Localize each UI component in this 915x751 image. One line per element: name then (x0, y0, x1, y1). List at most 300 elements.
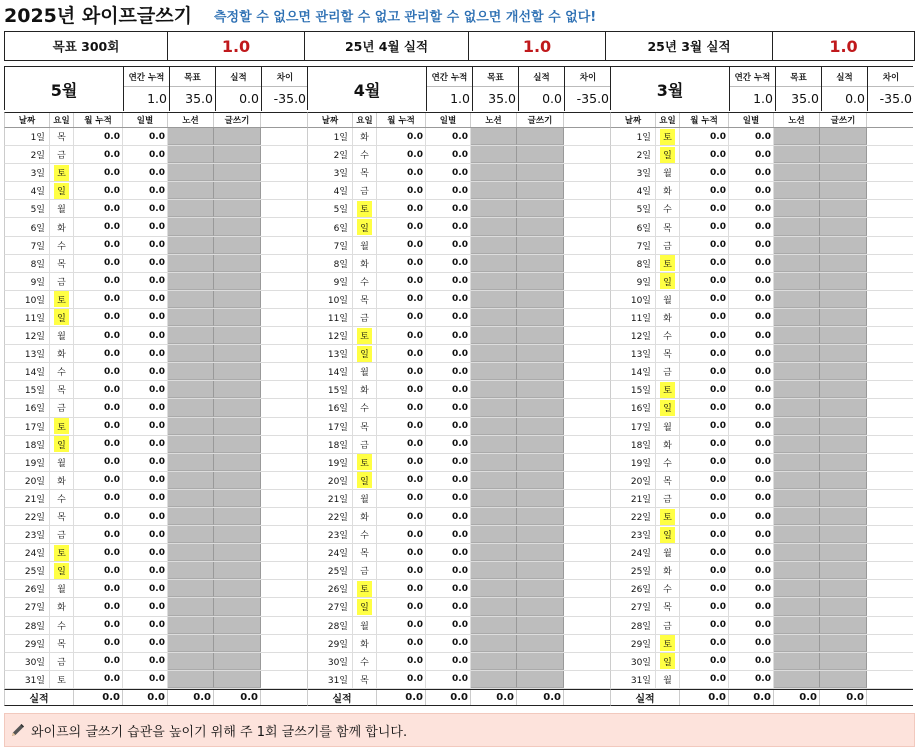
writing-cell[interactable] (214, 164, 261, 181)
writing-cell[interactable] (214, 617, 261, 634)
daily-cell[interactable]: 0.0 (729, 454, 774, 471)
month-cum-cell[interactable]: 0.0 (74, 146, 123, 163)
daily-cell[interactable]: 0.0 (123, 544, 168, 561)
writing-cell[interactable] (214, 237, 261, 254)
notion-cell[interactable] (774, 508, 820, 525)
notion-cell[interactable] (774, 436, 820, 453)
notion-cell[interactable] (774, 309, 820, 326)
writing-cell[interactable] (820, 128, 867, 145)
writing-cell[interactable] (214, 363, 261, 380)
daily-cell[interactable]: 0.0 (426, 490, 471, 507)
daily-cell[interactable]: 0.0 (123, 526, 168, 543)
notion-cell[interactable] (471, 146, 517, 163)
month-cum-cell[interactable]: 0.0 (74, 472, 123, 489)
daily-cell[interactable]: 0.0 (426, 399, 471, 416)
notion-cell[interactable] (471, 399, 517, 416)
notion-cell[interactable] (168, 580, 214, 597)
daily-cell[interactable]: 0.0 (426, 381, 471, 398)
daily-cell[interactable]: 0.0 (729, 309, 774, 326)
month-cum-cell[interactable]: 0.0 (377, 508, 426, 525)
notion-cell[interactable] (471, 363, 517, 380)
daily-cell[interactable]: 0.0 (426, 146, 471, 163)
writing-cell[interactable] (517, 381, 564, 398)
daily-cell[interactable]: 0.0 (123, 653, 168, 670)
daily-cell[interactable]: 0.0 (729, 363, 774, 380)
notion-cell[interactable] (168, 291, 214, 308)
notion-cell[interactable] (168, 526, 214, 543)
month-cum-cell[interactable]: 0.0 (74, 454, 123, 471)
month-cum-cell[interactable]: 0.0 (680, 218, 729, 235)
month-cum-cell[interactable]: 0.0 (377, 598, 426, 615)
notion-cell[interactable] (168, 218, 214, 235)
month-cum-cell[interactable]: 0.0 (377, 617, 426, 634)
daily-cell[interactable]: 0.0 (426, 363, 471, 380)
daily-cell[interactable]: 0.0 (123, 146, 168, 163)
month-cum-cell[interactable]: 0.0 (680, 562, 729, 579)
month-cum-cell[interactable]: 0.0 (680, 255, 729, 272)
writing-cell[interactable] (517, 345, 564, 362)
daily-cell[interactable]: 0.0 (426, 562, 471, 579)
month-cum-cell[interactable]: 0.0 (74, 526, 123, 543)
notion-cell[interactable] (471, 182, 517, 199)
notion-cell[interactable] (471, 436, 517, 453)
writing-cell[interactable] (214, 309, 261, 326)
notion-cell[interactable] (168, 436, 214, 453)
daily-cell[interactable]: 0.0 (123, 436, 168, 453)
stat-goal-value[interactable]: 35.0 (791, 91, 819, 106)
writing-cell[interactable] (517, 218, 564, 235)
writing-cell[interactable] (517, 653, 564, 670)
writing-cell[interactable] (517, 490, 564, 507)
writing-cell[interactable] (820, 544, 867, 561)
daily-cell[interactable]: 0.0 (123, 580, 168, 597)
daily-cell[interactable]: 0.0 (123, 237, 168, 254)
writing-cell[interactable] (820, 146, 867, 163)
month-cum-cell[interactable]: 0.0 (680, 653, 729, 670)
notion-cell[interactable] (168, 200, 214, 217)
month-cum-cell[interactable]: 0.0 (74, 164, 123, 181)
month-cum-cell[interactable]: 0.0 (680, 544, 729, 561)
month-cum-cell[interactable]: 0.0 (377, 309, 426, 326)
month-cum-cell[interactable]: 0.0 (74, 291, 123, 308)
daily-cell[interactable]: 0.0 (426, 635, 471, 652)
writing-cell[interactable] (820, 182, 867, 199)
month-cum-cell[interactable]: 0.0 (377, 544, 426, 561)
writing-cell[interactable] (517, 182, 564, 199)
month-cum-cell[interactable]: 0.0 (680, 454, 729, 471)
notion-cell[interactable] (168, 399, 214, 416)
stat-diff-value[interactable]: -35.0 (879, 91, 912, 106)
daily-cell[interactable]: 0.0 (426, 472, 471, 489)
daily-cell[interactable]: 0.0 (426, 580, 471, 597)
writing-cell[interactable] (820, 218, 867, 235)
month-cum-cell[interactable]: 0.0 (74, 399, 123, 416)
notion-cell[interactable] (471, 526, 517, 543)
writing-cell[interactable] (820, 237, 867, 254)
writing-cell[interactable] (214, 399, 261, 416)
notion-cell[interactable] (471, 598, 517, 615)
notion-cell[interactable] (471, 164, 517, 181)
month-cum-cell[interactable]: 0.0 (74, 436, 123, 453)
notion-cell[interactable] (168, 381, 214, 398)
stat-goal-value[interactable]: 35.0 (488, 91, 516, 106)
daily-cell[interactable]: 0.0 (729, 562, 774, 579)
daily-cell[interactable]: 0.0 (123, 381, 168, 398)
notion-cell[interactable] (168, 128, 214, 145)
stat-cumulative-value[interactable]: 1.0 (147, 91, 167, 106)
writing-cell[interactable] (214, 182, 261, 199)
writing-cell[interactable] (517, 671, 564, 688)
month-cum-cell[interactable]: 0.0 (377, 363, 426, 380)
notion-cell[interactable] (168, 273, 214, 290)
month-cum-cell[interactable]: 0.0 (377, 218, 426, 235)
daily-cell[interactable]: 0.0 (426, 218, 471, 235)
writing-cell[interactable] (214, 146, 261, 163)
stat-goal-value[interactable]: 35.0 (185, 91, 213, 106)
daily-cell[interactable]: 0.0 (729, 617, 774, 634)
notion-cell[interactable] (168, 671, 214, 688)
daily-cell[interactable]: 0.0 (729, 671, 774, 688)
month-cum-cell[interactable]: 0.0 (74, 255, 123, 272)
writing-cell[interactable] (820, 291, 867, 308)
month-cum-cell[interactable]: 0.0 (377, 200, 426, 217)
notion-cell[interactable] (168, 345, 214, 362)
notion-cell[interactable] (471, 237, 517, 254)
writing-cell[interactable] (517, 273, 564, 290)
daily-cell[interactable]: 0.0 (426, 237, 471, 254)
writing-cell[interactable] (214, 255, 261, 272)
daily-cell[interactable]: 0.0 (123, 508, 168, 525)
daily-cell[interactable]: 0.0 (123, 671, 168, 688)
writing-cell[interactable] (820, 164, 867, 181)
notion-cell[interactable] (774, 635, 820, 652)
stat-cumulative-value[interactable]: 1.0 (753, 91, 773, 106)
month-cum-cell[interactable]: 0.0 (377, 671, 426, 688)
notion-cell[interactable] (774, 526, 820, 543)
month-cum-cell[interactable]: 0.0 (680, 363, 729, 380)
writing-cell[interactable] (820, 454, 867, 471)
writing-cell[interactable] (820, 508, 867, 525)
writing-cell[interactable] (517, 454, 564, 471)
daily-cell[interactable]: 0.0 (123, 454, 168, 471)
writing-cell[interactable] (820, 381, 867, 398)
month-cum-cell[interactable]: 0.0 (74, 580, 123, 597)
notion-cell[interactable] (774, 399, 820, 416)
writing-cell[interactable] (820, 598, 867, 615)
month-cum-cell[interactable]: 0.0 (74, 544, 123, 561)
writing-cell[interactable] (517, 200, 564, 217)
month-cum-cell[interactable]: 0.0 (680, 508, 729, 525)
month-cum-cell[interactable]: 0.0 (74, 237, 123, 254)
notion-cell[interactable] (471, 128, 517, 145)
daily-cell[interactable]: 0.0 (729, 508, 774, 525)
month-cum-cell[interactable]: 0.0 (680, 128, 729, 145)
writing-cell[interactable] (820, 472, 867, 489)
month-cum-cell[interactable]: 0.0 (377, 436, 426, 453)
daily-cell[interactable]: 0.0 (729, 273, 774, 290)
stat-diff-value[interactable]: -35.0 (273, 91, 306, 106)
daily-cell[interactable]: 0.0 (729, 653, 774, 670)
daily-cell[interactable]: 0.0 (123, 635, 168, 652)
daily-cell[interactable]: 0.0 (729, 291, 774, 308)
month-cum-cell[interactable]: 0.0 (74, 363, 123, 380)
daily-cell[interactable]: 0.0 (426, 653, 471, 670)
notion-cell[interactable] (168, 237, 214, 254)
writing-cell[interactable] (820, 526, 867, 543)
month-cum-cell[interactable]: 0.0 (680, 580, 729, 597)
writing-cell[interactable] (214, 218, 261, 235)
daily-cell[interactable]: 0.0 (729, 182, 774, 199)
writing-cell[interactable] (214, 653, 261, 670)
notion-cell[interactable] (471, 200, 517, 217)
month-cum-cell[interactable]: 0.0 (377, 472, 426, 489)
daily-cell[interactable]: 0.0 (426, 598, 471, 615)
notion-cell[interactable] (471, 273, 517, 290)
month-cum-cell[interactable]: 0.0 (377, 128, 426, 145)
month-cum-cell[interactable]: 0.0 (377, 164, 426, 181)
notion-cell[interactable] (471, 490, 517, 507)
daily-cell[interactable]: 0.0 (426, 671, 471, 688)
writing-cell[interactable] (820, 562, 867, 579)
writing-cell[interactable] (820, 399, 867, 416)
month-cum-cell[interactable]: 0.0 (377, 291, 426, 308)
notion-cell[interactable] (774, 273, 820, 290)
april-result-value[interactable]: 1.0 (469, 32, 606, 60)
writing-cell[interactable] (820, 273, 867, 290)
notion-cell[interactable] (168, 309, 214, 326)
month-cum-cell[interactable]: 0.0 (74, 490, 123, 507)
daily-cell[interactable]: 0.0 (426, 526, 471, 543)
notion-cell[interactable] (774, 472, 820, 489)
notion-cell[interactable] (774, 617, 820, 634)
notion-cell[interactable] (168, 653, 214, 670)
daily-cell[interactable]: 0.0 (729, 164, 774, 181)
daily-cell[interactable]: 0.0 (729, 418, 774, 435)
daily-cell[interactable]: 0.0 (729, 345, 774, 362)
daily-cell[interactable]: 0.0 (729, 327, 774, 344)
writing-cell[interactable] (820, 418, 867, 435)
notion-cell[interactable] (774, 345, 820, 362)
notion-cell[interactable] (774, 562, 820, 579)
daily-cell[interactable]: 0.0 (123, 363, 168, 380)
daily-cell[interactable]: 0.0 (426, 418, 471, 435)
notion-cell[interactable] (774, 327, 820, 344)
month-cum-cell[interactable]: 0.0 (680, 273, 729, 290)
daily-cell[interactable]: 0.0 (123, 291, 168, 308)
notion-cell[interactable] (774, 418, 820, 435)
notion-cell[interactable] (471, 418, 517, 435)
daily-cell[interactable]: 0.0 (426, 164, 471, 181)
notion-cell[interactable] (168, 472, 214, 489)
notion-cell[interactable] (774, 363, 820, 380)
daily-cell[interactable]: 0.0 (729, 200, 774, 217)
month-cum-cell[interactable]: 0.0 (377, 635, 426, 652)
notion-cell[interactable] (774, 164, 820, 181)
daily-cell[interactable]: 0.0 (123, 273, 168, 290)
writing-cell[interactable] (214, 454, 261, 471)
notion-cell[interactable] (471, 635, 517, 652)
daily-cell[interactable]: 0.0 (123, 327, 168, 344)
stat-actual-value[interactable]: 0.0 (542, 91, 562, 106)
writing-cell[interactable] (820, 653, 867, 670)
notion-cell[interactable] (774, 490, 820, 507)
month-cum-cell[interactable]: 0.0 (680, 146, 729, 163)
notion-cell[interactable] (774, 182, 820, 199)
writing-cell[interactable] (214, 128, 261, 145)
writing-cell[interactable] (517, 472, 564, 489)
notion-cell[interactable] (168, 508, 214, 525)
daily-cell[interactable]: 0.0 (426, 327, 471, 344)
notion-cell[interactable] (471, 544, 517, 561)
notion-cell[interactable] (774, 544, 820, 561)
notion-cell[interactable] (168, 598, 214, 615)
writing-cell[interactable] (214, 200, 261, 217)
daily-cell[interactable]: 0.0 (426, 128, 471, 145)
notion-cell[interactable] (471, 218, 517, 235)
month-cum-cell[interactable]: 0.0 (74, 345, 123, 362)
notion-cell[interactable] (168, 418, 214, 435)
month-cum-cell[interactable]: 0.0 (680, 598, 729, 615)
notion-cell[interactable] (774, 237, 820, 254)
writing-cell[interactable] (517, 598, 564, 615)
notion-cell[interactable] (774, 128, 820, 145)
writing-cell[interactable] (214, 436, 261, 453)
goal-value[interactable]: 1.0 (168, 32, 305, 60)
daily-cell[interactable]: 0.0 (729, 255, 774, 272)
writing-cell[interactable] (820, 200, 867, 217)
month-cum-cell[interactable]: 0.0 (74, 200, 123, 217)
daily-cell[interactable]: 0.0 (123, 200, 168, 217)
writing-cell[interactable] (517, 327, 564, 344)
notion-cell[interactable] (168, 490, 214, 507)
month-cum-cell[interactable]: 0.0 (377, 562, 426, 579)
writing-cell[interactable] (214, 418, 261, 435)
writing-cell[interactable] (517, 363, 564, 380)
writing-cell[interactable] (517, 436, 564, 453)
writing-cell[interactable] (214, 291, 261, 308)
writing-cell[interactable] (517, 309, 564, 326)
daily-cell[interactable]: 0.0 (123, 345, 168, 362)
daily-cell[interactable]: 0.0 (426, 291, 471, 308)
notion-cell[interactable] (471, 309, 517, 326)
month-cum-cell[interactable]: 0.0 (377, 273, 426, 290)
notion-cell[interactable] (168, 255, 214, 272)
daily-cell[interactable]: 0.0 (426, 544, 471, 561)
writing-cell[interactable] (214, 598, 261, 615)
notion-cell[interactable] (774, 381, 820, 398)
daily-cell[interactable]: 0.0 (123, 418, 168, 435)
writing-cell[interactable] (517, 128, 564, 145)
month-cum-cell[interactable]: 0.0 (74, 327, 123, 344)
notion-cell[interactable] (471, 454, 517, 471)
month-cum-cell[interactable]: 0.0 (680, 345, 729, 362)
notion-cell[interactable] (168, 164, 214, 181)
notion-cell[interactable] (471, 671, 517, 688)
writing-cell[interactable] (517, 580, 564, 597)
daily-cell[interactable]: 0.0 (729, 544, 774, 561)
writing-cell[interactable] (820, 635, 867, 652)
daily-cell[interactable]: 0.0 (426, 345, 471, 362)
daily-cell[interactable]: 0.0 (729, 472, 774, 489)
writing-cell[interactable] (214, 508, 261, 525)
month-cum-cell[interactable]: 0.0 (74, 617, 123, 634)
daily-cell[interactable]: 0.0 (123, 164, 168, 181)
writing-cell[interactable] (517, 291, 564, 308)
writing-cell[interactable] (820, 309, 867, 326)
notion-cell[interactable] (774, 255, 820, 272)
daily-cell[interactable]: 0.0 (729, 635, 774, 652)
daily-cell[interactable]: 0.0 (426, 273, 471, 290)
daily-cell[interactable]: 0.0 (123, 490, 168, 507)
writing-cell[interactable] (517, 164, 564, 181)
writing-cell[interactable] (517, 544, 564, 561)
month-cum-cell[interactable]: 0.0 (680, 291, 729, 308)
month-cum-cell[interactable]: 0.0 (377, 580, 426, 597)
month-cum-cell[interactable]: 0.0 (74, 598, 123, 615)
writing-cell[interactable] (517, 255, 564, 272)
daily-cell[interactable]: 0.0 (729, 490, 774, 507)
notion-cell[interactable] (471, 255, 517, 272)
daily-cell[interactable]: 0.0 (729, 218, 774, 235)
notion-cell[interactable] (774, 580, 820, 597)
writing-cell[interactable] (517, 418, 564, 435)
writing-cell[interactable] (820, 617, 867, 634)
daily-cell[interactable]: 0.0 (426, 255, 471, 272)
notion-cell[interactable] (774, 598, 820, 615)
daily-cell[interactable]: 0.0 (123, 562, 168, 579)
daily-cell[interactable]: 0.0 (729, 526, 774, 543)
month-cum-cell[interactable]: 0.0 (680, 617, 729, 634)
writing-cell[interactable] (214, 327, 261, 344)
writing-cell[interactable] (517, 635, 564, 652)
writing-cell[interactable] (214, 490, 261, 507)
notion-cell[interactable] (471, 508, 517, 525)
month-cum-cell[interactable]: 0.0 (377, 345, 426, 362)
month-cum-cell[interactable]: 0.0 (680, 182, 729, 199)
writing-cell[interactable] (517, 399, 564, 416)
month-cum-cell[interactable]: 0.0 (377, 237, 426, 254)
stat-diff-value[interactable]: -35.0 (576, 91, 609, 106)
stat-cumulative-value[interactable]: 1.0 (450, 91, 470, 106)
month-cum-cell[interactable]: 0.0 (74, 418, 123, 435)
notion-cell[interactable] (774, 200, 820, 217)
writing-cell[interactable] (820, 327, 867, 344)
month-cum-cell[interactable]: 0.0 (377, 182, 426, 199)
month-cum-cell[interactable]: 0.0 (377, 327, 426, 344)
writing-cell[interactable] (214, 580, 261, 597)
daily-cell[interactable]: 0.0 (426, 617, 471, 634)
month-cum-cell[interactable]: 0.0 (377, 526, 426, 543)
writing-cell[interactable] (820, 345, 867, 362)
month-cum-cell[interactable]: 0.0 (680, 418, 729, 435)
notion-cell[interactable] (471, 291, 517, 308)
month-cum-cell[interactable]: 0.0 (74, 562, 123, 579)
notion-cell[interactable] (471, 580, 517, 597)
stat-actual-value[interactable]: 0.0 (845, 91, 865, 106)
daily-cell[interactable]: 0.0 (123, 617, 168, 634)
writing-cell[interactable] (517, 508, 564, 525)
month-cum-cell[interactable]: 0.0 (377, 255, 426, 272)
notion-cell[interactable] (774, 218, 820, 235)
month-cum-cell[interactable]: 0.0 (680, 635, 729, 652)
daily-cell[interactable]: 0.0 (729, 580, 774, 597)
daily-cell[interactable]: 0.0 (729, 598, 774, 615)
month-cum-cell[interactable]: 0.0 (680, 399, 729, 416)
month-cum-cell[interactable]: 0.0 (680, 526, 729, 543)
writing-cell[interactable] (214, 562, 261, 579)
month-cum-cell[interactable]: 0.0 (377, 653, 426, 670)
notion-cell[interactable] (774, 653, 820, 670)
